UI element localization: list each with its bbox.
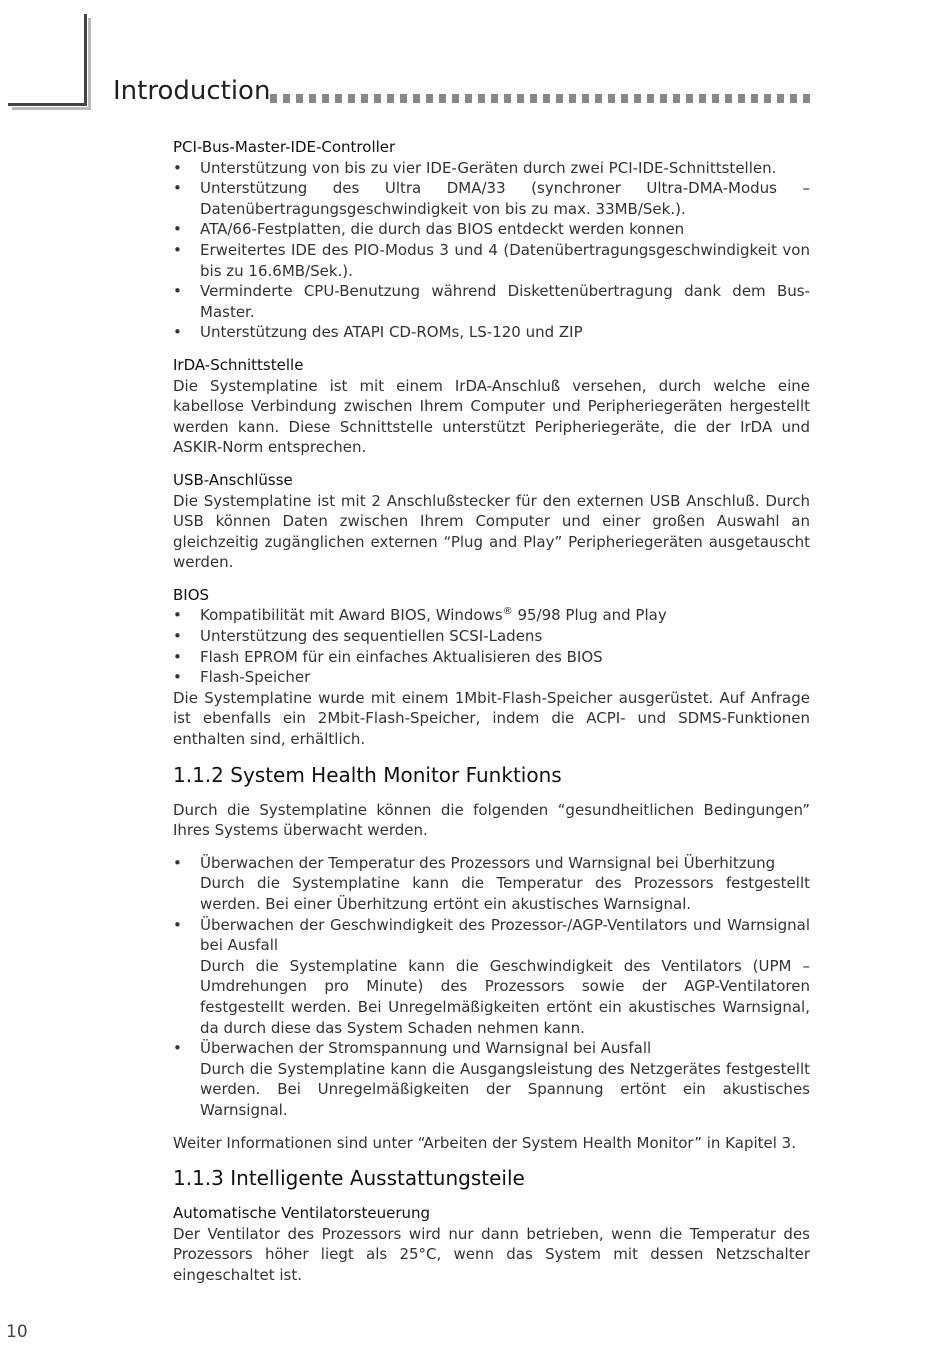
page-content (173, 137, 810, 1286)
bios-heading: BIOS (173, 585, 210, 604)
bios-bullet-list (173, 605, 810, 687)
list-item-text: Durch die Systemplatine kann die Temperatur des Prozessors festgestellt werden. Bei einer Überhitzung ertönt ein akustisches Warnsignal. (200, 874, 810, 913)
usb-heading: USB-Anschlüsse (173, 470, 293, 489)
list-item (173, 1038, 810, 1120)
list-item (173, 219, 810, 240)
health-bullet-list (173, 853, 810, 1121)
list-item-text: Durch die Systemplatine kann die Ausgangsleistung des Netzgerätes festgestellt werden. Bei Unregelmäßigkeiten der Spannung ertönt ein akustisches Warnsignal. (200, 1059, 810, 1119)
list-item (173, 605, 810, 626)
bullet-icon: • (173, 323, 182, 342)
list-item-title: Überwachen der Temperatur des Prozessors und Warnsignal bei Überhitzung (200, 853, 776, 872)
list-item-text: Kompatibilität mit Award BIOS, Windows (200, 606, 503, 625)
corner-horizontal-shadow (12, 107, 91, 110)
list-item-text: Flash-Speicher (200, 668, 311, 687)
list-item (173, 281, 810, 322)
bullet-icon: • (173, 282, 182, 301)
list-item-text: Unterstützung des Ultra DMA/33 (synchroner Ultra-DMA-Modus – Datenübertragungsgeschwindigkeit von bis zu max. 33MB/Sek.). (200, 179, 810, 218)
list-item (173, 178, 810, 219)
list-item (173, 667, 810, 688)
irda-paragraph: Die Systemplatine ist mit einem IrDA-Anschluß versehen, durch welche eine kabellose Verbindung zwischen Ihrem Computer und Peripheriegeräten hergestellt werden kann. Diese Schnittstelle unterstützt Peripheriegeräte, die der IrDA und ASKIR-Norm entsprechen. (173, 376, 810, 457)
registered-mark: ® (502, 606, 513, 618)
list-item (173, 626, 810, 647)
bullet-icon: • (173, 627, 182, 646)
list-item-text: Durch die Systemplatine kann die Geschwindigkeit des Ventilators (UPM – Umdrehungen pro Minute) des Prozessors sowie der AGP-Ventilatoren festgestellt werden. Bei Unregelmäßigkeiten ertönt ein akustisches Warnsignal, da durch diese das System Schaden nehmen kann. (200, 956, 810, 1037)
usb-paragraph: Die Systemplatine ist mit 2 Anschlußstecker für den externen USB Anschluß. Durch USB können Daten zwischen Ihrem Computer und einer großen Auswahl an gleichzeitig zugänglichen externen “Plug and Play” Peripheriegeräten ausgetauscht werden. (173, 491, 810, 572)
health-intro: Durch die Systemplatine können die folgenden “gesundheitlichen Bedingungen” Ihres Systems überwacht werden. (173, 800, 810, 840)
bullet-icon: • (173, 1039, 182, 1058)
bullet-icon: • (173, 179, 182, 198)
bullet-icon: • (173, 220, 182, 239)
list-item-text: Unterstützung des sequentiellen SCSI-Ladens (200, 627, 543, 646)
list-item-text: Unterstützung von bis zu vier IDE-Geräten durch zwei PCI-IDE-Schnittstellen. (200, 158, 777, 177)
list-item-title: Überwachen der Stromspannung und Warnsignal bei Ausfall (200, 1039, 652, 1058)
bullet-icon: • (173, 158, 182, 177)
bullet-icon: • (173, 606, 182, 625)
features-title: 1.1.3 Intelligente Ausstattungsteile (173, 1166, 525, 1191)
list-item-title: Überwachen der Geschwindigkeit des Prozessor-/AGP-Ventilators und Warnsignal bei Ausfall (200, 915, 810, 955)
list-item (173, 158, 810, 179)
pci-heading: PCI-Bus-Master-IDE-Controller (173, 138, 396, 156)
corner-horizontal-line (8, 103, 87, 106)
corner-vertical-line (84, 14, 87, 106)
list-item (173, 915, 810, 1039)
list-item-text: Unterstützung des ATAPI CD-ROMs, LS-120 und ZIP (200, 323, 583, 342)
bullet-icon: • (173, 668, 182, 687)
list-item-text: Erweitertes IDE des PIO-Modus 3 und 4 (Datenübertragungsgeschwindigkeit von bis zu 16.6MB/Sek.). (200, 240, 810, 280)
pci-bullet-list (173, 158, 810, 343)
fan-control-heading: Automatische Ventilatorsteuerung (173, 1204, 431, 1223)
fan-control-paragraph: Der Ventilator des Prozessors wird nur dann betrieben, wenn die Temperatur des Prozessors höher liegt als 25°C, wenn das System mit dessen Netzschalter eingeschaltet ist. (173, 1224, 810, 1284)
page-number: 10 (6, 1322, 28, 1342)
health-footer: Weiter Informationen sind unter “Arbeiten der System Health Monitor” in Kapitel 3. (173, 1133, 796, 1152)
list-item (173, 240, 810, 281)
corner-vertical-shadow (88, 18, 91, 110)
list-item-text: Verminderte CPU-Benutzung während Diskettenübertragung dank dem Bus-Master. (200, 282, 810, 321)
list-item-text: ATA/66-Festplatten, die durch das BIOS entdeckt werden konnen (200, 220, 685, 239)
bullet-icon: • (173, 647, 182, 666)
bullet-icon: • (173, 915, 182, 934)
bios-paragraph: Die Systemplatine wurde mit einem 1Mbit-Flash-Speicher ausgerüstet. Auf Anfrage ist ebenfalls ein 2Mbit-Flash-Speicher, indem die ACPI- und SDMS-Funktionen enthalten sind, erhältlich. (173, 688, 810, 749)
list-item (173, 853, 810, 915)
health-monitor-title: 1.1.2 System Health Monitor Funktions (173, 762, 562, 787)
bullet-icon: • (173, 853, 182, 872)
list-item-text: 95/98 Plug and Play (512, 606, 667, 625)
irda-heading: IrDA-Schnittstelle (173, 355, 304, 374)
list-item (173, 322, 810, 343)
list-item-text: Flash EPROM für ein einfaches Aktualisieren des BIOS (200, 647, 603, 666)
title-dotted-rule (270, 94, 810, 103)
chapter-title: Introduction (113, 76, 271, 106)
bullet-icon: • (173, 240, 182, 259)
list-item (173, 647, 810, 668)
